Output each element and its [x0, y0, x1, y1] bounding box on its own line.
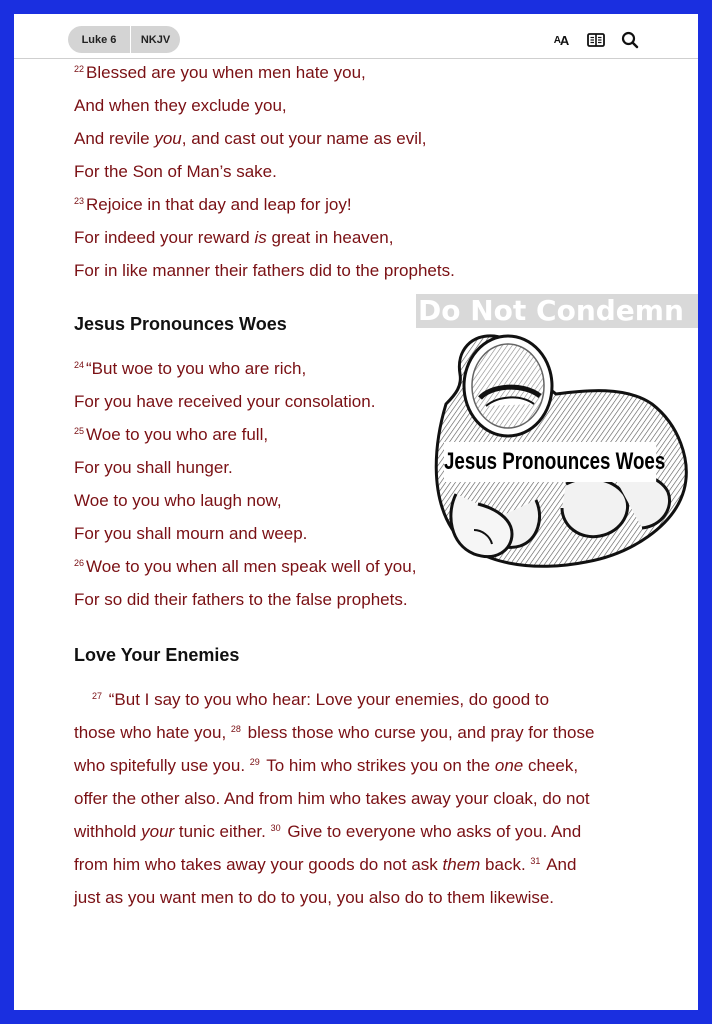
verse-number: 26: [74, 558, 85, 568]
verse-text: Woe to you when all men speak well of you,: [86, 557, 417, 576]
paragraph-line: those who hate you, $^{28}$ bless those who curse you, and pray for those: [74, 723, 595, 742]
verse-line: [74, 162, 277, 182]
book-icon[interactable]: [586, 31, 606, 49]
verse-line: [74, 261, 455, 281]
woe-line: [74, 359, 306, 379]
verse-line: [74, 96, 287, 116]
verse-text: For you have received your consolation.: [74, 392, 376, 411]
graphic-title: Do Not Condemn: [416, 294, 698, 328]
section-heading-woes: Jesus Pronounces Woes: [74, 314, 287, 334]
pointing-hand-graphic: [416, 294, 698, 584]
verse-text: “But woe to you who are rich,: [86, 359, 307, 378]
woe-line: [74, 524, 307, 544]
pointing-hand-icon: [416, 294, 698, 584]
verse-number: 24: [74, 360, 85, 370]
verse-text: For you shall mourn and weep.: [74, 524, 308, 543]
text-size-button[interactable]: [550, 31, 572, 49]
verse-text: For so did their fathers to the false prophets.: [74, 590, 408, 609]
verse-line: [74, 195, 352, 215]
verse-text: For indeed your reward is great in heaven,: [74, 228, 394, 247]
verse-number: 27: [92, 691, 103, 701]
verse-text: Woe to you who laugh now,: [74, 491, 282, 510]
verse-line: [74, 63, 366, 83]
verse-number: 28: [230, 724, 241, 734]
verse-text: And revile you, and cast out your name as evil,: [74, 129, 427, 148]
verse-text: For in like manner their fathers did to the prophets.: [74, 261, 455, 280]
woe-line: [74, 557, 416, 577]
graphic-label: Jesus Pronounces Woes: [444, 442, 656, 482]
paragraph-line: who spitefully use you. $^{29}$ To him who strikes you on the one cheek,: [74, 756, 579, 775]
verse-text: Woe to you who are full,: [86, 425, 269, 444]
verse-text: Blessed are you when men hate you,: [86, 63, 366, 82]
paragraph-line: just as you want men to do to you, you also do to them likewise.: [74, 888, 555, 907]
verse-number: 30: [270, 823, 281, 833]
verse-number: 25: [74, 426, 85, 436]
paragraph-line: from him who takes away your goods do not ask them back. $^{31}$ And: [74, 855, 577, 874]
search-icon[interactable]: [620, 31, 640, 49]
passage-selector: [68, 26, 180, 53]
paragraph-line: withhold your tunic either. $^{30}$ Give to everyone who asks of you. And: [74, 822, 582, 841]
woe-line: [74, 590, 408, 610]
verse-text: And when they exclude you,: [74, 96, 287, 115]
book-chapter-button[interactable]: Luke 6: [81, 33, 117, 46]
verse-line: [74, 228, 393, 248]
woe-line: [74, 392, 375, 412]
woe-line: [74, 425, 268, 445]
reader-page: [14, 14, 698, 1010]
verse-number: 29: [249, 757, 260, 767]
verse-number: 23: [74, 196, 85, 206]
verse-number: 31: [530, 856, 541, 866]
verse-text: For you shall hunger.: [74, 458, 233, 477]
verse-text: For the Son of Man’s sake.: [74, 162, 277, 181]
top-toolbar: [14, 14, 698, 59]
section-heading-enemies: Love Your Enemies: [74, 645, 240, 665]
verse-text: Rejoice in that day and leap for joy!: [86, 195, 352, 214]
version-button[interactable]: NKJV: [140, 33, 171, 46]
verse-number: 22: [74, 64, 85, 74]
woe-line: [74, 458, 233, 478]
woe-line: [74, 491, 282, 511]
text-size-icon-large: A: [559, 32, 569, 48]
paragraph-line: offer the other also. And from him who takes away your cloak, do not: [74, 789, 590, 808]
text-size-icon-small: A: [553, 34, 560, 46]
verse-line: [74, 129, 427, 149]
paragraph-line: $^{27}$ “But I say to you who hear: Love your enemies, do good to: [92, 690, 550, 709]
